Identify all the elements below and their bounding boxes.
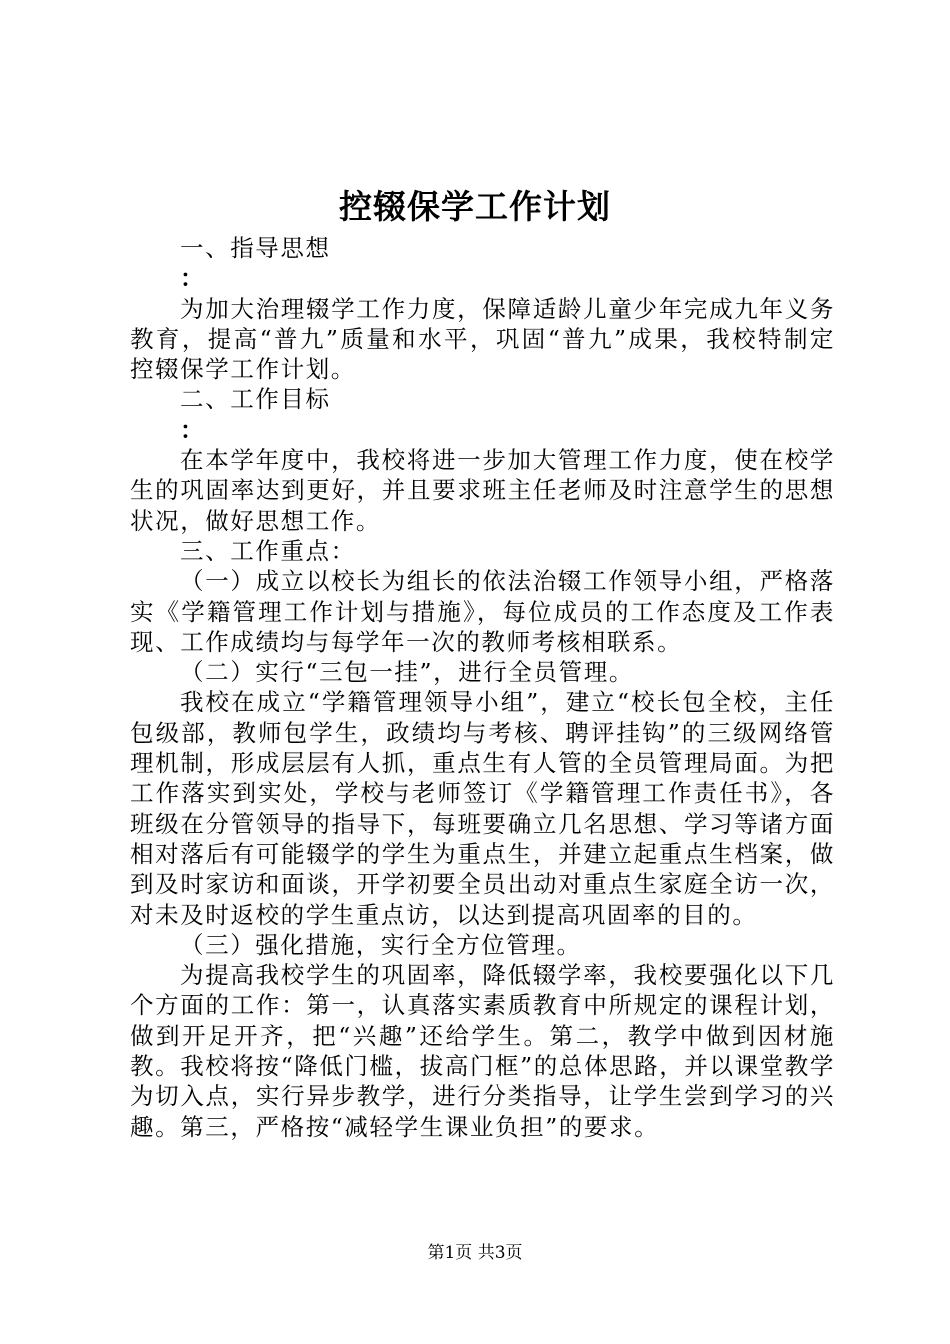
document-title: 控辍保学工作计划 xyxy=(339,187,611,226)
paragraph-guiding-thought: 为加大治理辍学工作力度，保障适龄儿童少年完成九年义务教育，提高“普九”质量和水平，巩固“普九”成果，我校特制定控辍保学工作计划。 xyxy=(130,294,835,384)
heading-colon: ： xyxy=(180,415,206,444)
section-heading-work-goal: 二、工作目标 xyxy=(180,385,331,414)
subheading-focus-2: （二）实行“三包一挂”，进行全员管理。 xyxy=(180,658,634,687)
paragraph-focus-3: 为提高我校学生的巩固率，降低辍学率，我校要强化以下几个方面的工作：第一，认真落实素质教育中所规定的课程计划，做到开足开齐，把“兴趣”还给学生。第二，教学中做到因材施教。我校将按“降低门槛，拔高门框”的总体思路，并以课堂教学为切入点，实行异步教学，进行分类指导，让学生尝到学习的兴趣。第三，严格按“减轻学生课业负担”的要求。 xyxy=(130,961,835,1141)
document-body xyxy=(130,233,835,1142)
paragraph-work-goal: 在本学年度中，我校将进一步加大管理工作力度，使在校学生的巩固率达到更好，并且要求班主任老师及时注意学生的思想状况，做好思想工作。 xyxy=(130,446,835,535)
section-heading-work-focus: 三、工作重点： xyxy=(180,536,356,565)
heading-colon: ： xyxy=(180,264,206,293)
paragraph-focus-2: 我校在成立“学籍管理领导小组”，建立“校长包全校，主任包级部，教师包学生，政绩均与考核、聘评挂钩”的三级网络管理机制，形成层层有人抓，重点生有人管的全员管理局面。为把工作落实到实处，学校与老师签订《学籍管理工作责任书》，各班级在分管领导的指导下，每班要确立几名思想、学习等诸方面相对落后有可能辍学的学生为重点生，并建立起重点生档案，做到及时家访和面谈，开学初要全员出动对重点生家庭全访一次，对未及时返校的学生重点访，以达到提高巩固率的目的。 xyxy=(130,688,835,929)
page-footer: 第1页 共3页 xyxy=(427,1243,523,1263)
paragraph-focus-1: （一）成立以校长为组长的依法治辍工作领导小组，严格落实《学籍管理工作计划与措施》，每位成员的工作态度及工作表现、工作成绩均与每学年一次的教师考核相联系。 xyxy=(130,567,835,656)
subheading-focus-3: （三）强化措施，实行全方位管理。 xyxy=(180,930,582,959)
section-heading-guiding-thought: 一、指导思想 xyxy=(180,234,331,262)
